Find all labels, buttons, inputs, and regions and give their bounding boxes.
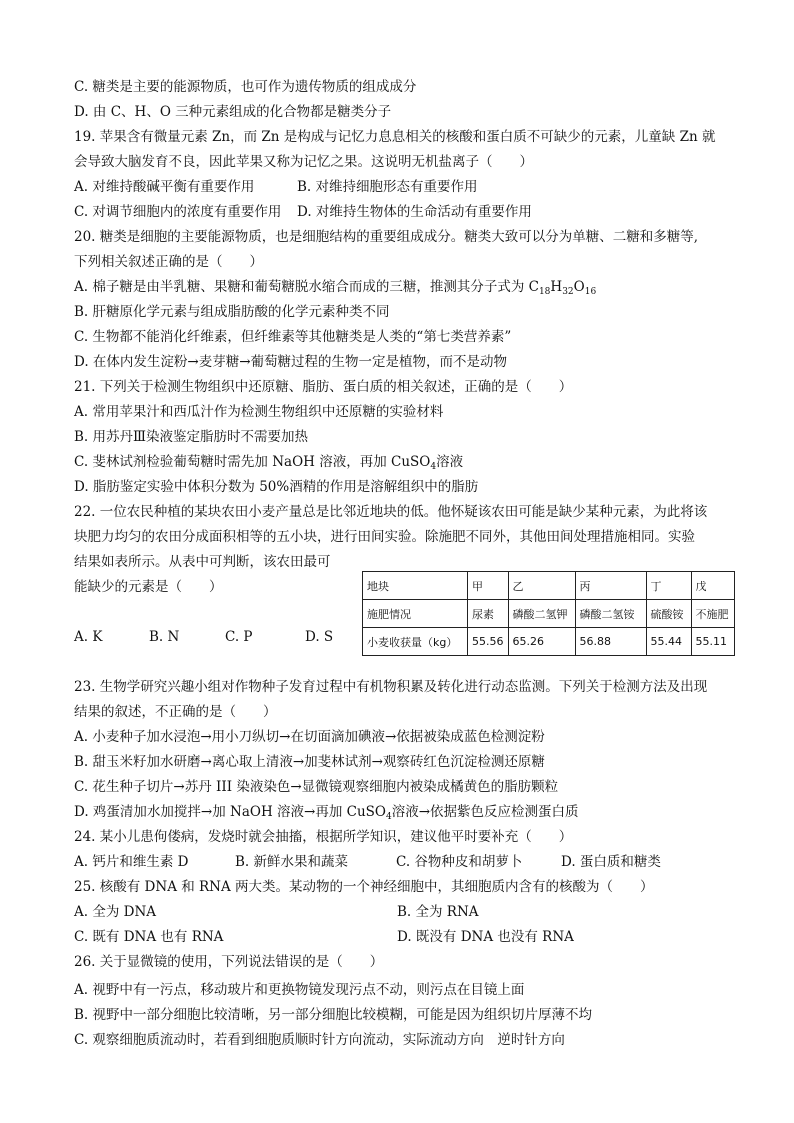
q25-option-a: A. 全为 DNA bbox=[74, 904, 157, 920]
table-cell: 65.26 bbox=[508, 628, 575, 656]
q23d-text: D. 鸡蛋清加水加搅拌→加 NaOH 溶液→再加 CuSO bbox=[74, 804, 386, 820]
q20-option-c: C. 生物都不能消化纤维素，但纤维素等其他糖类是人类的“第七类营养素” bbox=[74, 329, 512, 345]
q23-option-b: B. 甜玉米籽加水研磨→离心取上清液→加斐林试剂→观察砖红色沉淀检测还原糖 bbox=[74, 754, 545, 770]
q21c-sub: 4 bbox=[430, 462, 437, 472]
q18-option-c: C. 糖类是主要的能源物质，也可作为遗传物质的组成成分 bbox=[74, 79, 417, 95]
q22-option-b: B. N bbox=[149, 629, 180, 645]
q22-stem-line2: 块肥力均匀的农田分成面积相等的五小块，进行田间实验。除施肥不同外，其他田间处理措施相同。实验 bbox=[74, 529, 695, 545]
q25-option-b: B. 全为 RNA bbox=[397, 904, 479, 920]
q25-option-c: C. 既有 DNA 也有 RNA bbox=[74, 929, 224, 945]
q20-stem-line2: 下列相关叙述正确的是（ ） bbox=[74, 254, 263, 270]
q20-option-b: B. 肝糖原化学元素与组成脂肪酸的化学元素种类不同 bbox=[74, 304, 390, 320]
table-cell: 小麦收获量（kg） bbox=[363, 628, 468, 656]
q23-stem-line2: 结果的叙述，不正确的是（ ） bbox=[74, 704, 277, 720]
q19-option-d: D. 对维持生物体的生命活动有重要作用 bbox=[297, 204, 532, 220]
table-cell: 不施肥 bbox=[691, 600, 734, 628]
q22-option-a: A. K bbox=[74, 629, 103, 645]
q20-option-a bbox=[74, 278, 596, 296]
q21-stem: 21. 下列关于检测生物组织中还原糖、脂肪、蛋白质的相关叙述，正确的是（ ） bbox=[74, 379, 573, 395]
table-cell: 56.88 bbox=[575, 628, 646, 656]
q19-option-b: B. 对维持细胞形态有重要作用 bbox=[297, 179, 478, 195]
table-cell: 硫酸铵 bbox=[646, 600, 691, 628]
q19-stem-line2: 会导致大脑发育不良，因此苹果又称为记忆之果。这说明无机盐离子（ ） bbox=[74, 154, 533, 170]
q23d-sub: 4 bbox=[385, 812, 392, 822]
q25-stem: 25. 核酸有 DNA 和 RNA 两大类。某动物的一个神经细胞中，其细胞质内含有的核酸为（ ） bbox=[74, 879, 654, 895]
table-row bbox=[363, 572, 735, 600]
q21-option-d: D. 脂肪鉴定实验中体积分数为 50%酒精的作用是溶解组织中的脂肪 bbox=[74, 479, 479, 495]
q20-option-d: D. 在体内发生淀粉→麦芽糖→葡萄糖过程的生物一定是植物，而不是动物 bbox=[74, 354, 508, 370]
table-cell: 55.11 bbox=[691, 628, 734, 656]
q24-option-a: A. 钙片和维生素 D bbox=[74, 854, 189, 870]
q26-option-a: A. 视野中有一污点，移动玻片和更换物镜发现污点不动，则污点在目镜上面 bbox=[74, 982, 525, 998]
q20-stem-line1: 20. 糖类是细胞的主要能源物质，也是细胞结构的重要组成成分。糖类大致可以分为单糖、二糖和多糖等, bbox=[74, 229, 699, 245]
q19-stem-line1: 19. 苹果含有微量元素 Zn，而 Zn 是构成与记忆力息息相关的核酸和蛋白质不可缺少的元素，儿童缺 Zn 就 bbox=[74, 129, 716, 145]
q21-option-b: B. 用苏丹Ⅲ染液鉴定脂肪时不需要加热 bbox=[74, 429, 309, 445]
q24-option-d: D. 蛋白质和糖类 bbox=[561, 854, 661, 870]
q20a-sub-o: 16 bbox=[584, 287, 597, 297]
q21c-text: C. 斐林试剂检验葡萄糖时需先加 NaOH 溶液，再加 CuSO bbox=[74, 454, 431, 470]
q20a-o: O bbox=[573, 279, 585, 295]
q19-option-a: A. 对维持酸碱平衡有重要作用 bbox=[74, 179, 255, 195]
q23-option-a: A. 小麦种子加水浸泡→用小刀纵切→在切面滴加碘液→依据被染成蓝色检测淀粉 bbox=[74, 729, 545, 745]
q20a-text: A. 棉子糖是由半乳糖、果糖和葡萄糖脱水缩合而成的三糖，推测其分子式为 C bbox=[74, 279, 539, 295]
q22-stem-line3: 结果如表所示。从表中可判断，该农田最可 bbox=[74, 554, 331, 570]
q20a-sub-h: 32 bbox=[562, 287, 574, 297]
table-cell: 磷酸二氢铵 bbox=[575, 600, 646, 628]
table-cell: 施肥情况 bbox=[363, 600, 468, 628]
table-row bbox=[363, 628, 735, 656]
table-cell: 乙 bbox=[508, 572, 575, 600]
q26-option-c: C. 观察细胞质流动时，若看到细胞质顺时针方向流动，实际流动方向 逆时针方向 bbox=[74, 1032, 565, 1048]
q23-option-d bbox=[74, 803, 579, 821]
q26-stem: 26. 关于显微镜的使用，下列说法错误的是（ ） bbox=[74, 954, 384, 970]
table-cell: 55.44 bbox=[646, 628, 691, 656]
q25-option-d: D. 既没有 DNA 也没有 RNA bbox=[397, 929, 574, 945]
table-cell: 磷酸二氢钾 bbox=[508, 600, 575, 628]
q20a-sub-c: 18 bbox=[538, 287, 551, 297]
q26-option-b: B. 视野中一部分细胞比较清晰，另一部分细胞比较模糊，可能是因为组织切片厚薄不均 bbox=[74, 1007, 593, 1023]
q23-option-c: C. 花生种子切片→苏丹 III 染液染色→显微镜观察细胞内被染成橘黄色的脂肪颗粒 bbox=[74, 779, 559, 795]
q22-stem-line4: 能缺少的元素是（ ） bbox=[74, 579, 223, 595]
table-cell: 丙 bbox=[575, 572, 646, 600]
q22-option-c: C. P bbox=[225, 629, 253, 645]
table-cell: 55.56 bbox=[468, 628, 509, 656]
table-cell: 戊 bbox=[691, 572, 734, 600]
q24-stem: 24. 某小儿患佝偻病，发烧时就会抽搐，根据所学知识，建议他平时要补充（ ） bbox=[74, 829, 573, 845]
q22-stem-line1: 22. 一位农民种植的某块农田小麦产量总是比邻近地块的低。他怀疑该农田可能是缺少某种元素，为此将该 bbox=[74, 504, 708, 520]
q22-option-d: D. S bbox=[305, 629, 334, 645]
q21c-tail: 溶液 bbox=[436, 454, 464, 470]
q21-option-c bbox=[74, 453, 463, 471]
q23-stem-line1: 23. 生物学研究兴趣小组对作物种子发育过程中有机物积累及转化进行动态监测。下列关于检测方法及出现 bbox=[74, 679, 708, 695]
q20a-h: H bbox=[550, 279, 563, 295]
q19-option-c: C. 对调节细胞内的浓度有重要作用 bbox=[74, 204, 282, 220]
q21-option-a: A. 常用苹果汁和西瓜汁作为检测生物组织中还原糖的实验材料 bbox=[74, 404, 444, 420]
q18-option-d: D. 由 C、H、O 三种元素组成的化合物都是糖类分子 bbox=[74, 104, 392, 120]
q24-option-c: C. 谷物种皮和胡萝卜 bbox=[396, 854, 523, 870]
table-row bbox=[363, 600, 735, 628]
table-cell: 尿素 bbox=[468, 600, 509, 628]
fertilizer-table bbox=[362, 571, 735, 656]
table-cell: 丁 bbox=[646, 572, 691, 600]
q24-option-b: B. 新鲜水果和蔬菜 bbox=[235, 854, 349, 870]
q23d-tail: 溶液→依据紫色反应检测蛋白质 bbox=[391, 804, 579, 820]
table-cell: 地块 bbox=[363, 572, 468, 600]
table-cell: 甲 bbox=[468, 572, 509, 600]
